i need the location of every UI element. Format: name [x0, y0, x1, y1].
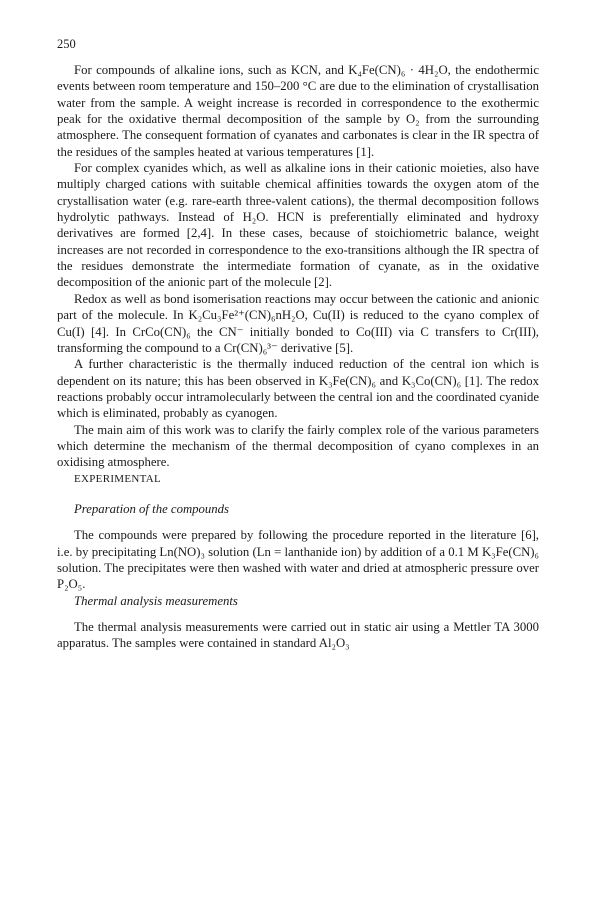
paragraph-aim: The main aim of this work was to clarify the fairly complex role of the various parameters which determine the mechanism of the thermal decomposition of cyano complexes in an oxidising atmosphere.	[57, 422, 539, 470]
paragraph-preparation: The compounds were prepared by following the procedure reported in the literature [6], i.e. by precipitating Ln(NO)₃ solution (Ln = lanthanide ion) by addition of a 0.1 M K₃Fe(CN)₆ solution. The precipitates were then washed with water and dried at atmospheric pressure over P₂O₅.	[57, 528, 539, 592]
paragraph-central-ion: A further characteristic is the thermally induced reduction of the central ion which is dependent on its nature; this has been observed in K₃Fe(CN)₆ and K₃Co(CN)₆ [1]. The redox reactions probably occur intramolecularly between the central ion and the coordinated cyanide which is eliminated, probably as cyanogen.	[57, 357, 539, 421]
page-number: 250	[57, 37, 76, 51]
subsection-heading-thermal: Thermal analysis measurements	[74, 593, 238, 608]
paragraph-alkaline-ions: For compounds of alkaline ions, such as KCN, and K₄Fe(CN)₆ · 4H₂O, the endothermic events between room temperature and 150–200 °C are due to the elimination of crystallisation water from the sample. A weight increase is recorded in correspondence to the exothermic peak for the oxidative thermal decomposition of the sample by O₂ from the surrounding atmosphere. The consequent formation of cyanates and carbonates is clear in the IR spectra of the residues of the samples heated at various temperatures [1].	[57, 63, 539, 159]
body-text	[57, 62, 539, 652]
subsection-heading-preparation: Preparation of the compounds	[74, 501, 229, 516]
paragraph-thermal-analysis: The thermal analysis measurements were carried out in static air using a Mettler TA 3000 apparatus. The samples were contained in standard Al₂O₃	[57, 620, 539, 651]
paragraph-redox: Redox as well as bond isomerisation reactions may occur between the cationic and anionic part of the molecule. In K₂Cu₃Fe²⁺(CN)₆nH₂O, Cu(II) is reduced to the cyano complex of Cu(I) [4]. In CrCo(CN)₆ the CN⁻ initially bonded to Co(III) via C transfers to Cr(III), transforming the compound to a Cr(CN)₆³⁻ derivative [5].	[57, 291, 539, 355]
paragraph-complex-cyanides: For complex cyanides which, as well as alkaline ions in their cationic moieties, also have multiply charged cations with suitable chemical affinities towards the oxygen atom of the crystallisation water (e.g. rare-earth three-valent cations), the thermal decomposition follows hydrolytic pathways. Instead of H₂O. HCN is preferentially eliminated and hydroxy derivatives are formed [2,4]. In these cases, because of stoichiometric balance, weight increases are not recorded in correspondence to the exo-transitions although the IR spectra of the residues demonstrate the intermediate formation of cyanate, as in the oxidative decomposition of the anionic part of the molecule [2].	[57, 161, 539, 290]
section-heading-experimental: EXPERIMENTAL	[74, 472, 162, 485]
